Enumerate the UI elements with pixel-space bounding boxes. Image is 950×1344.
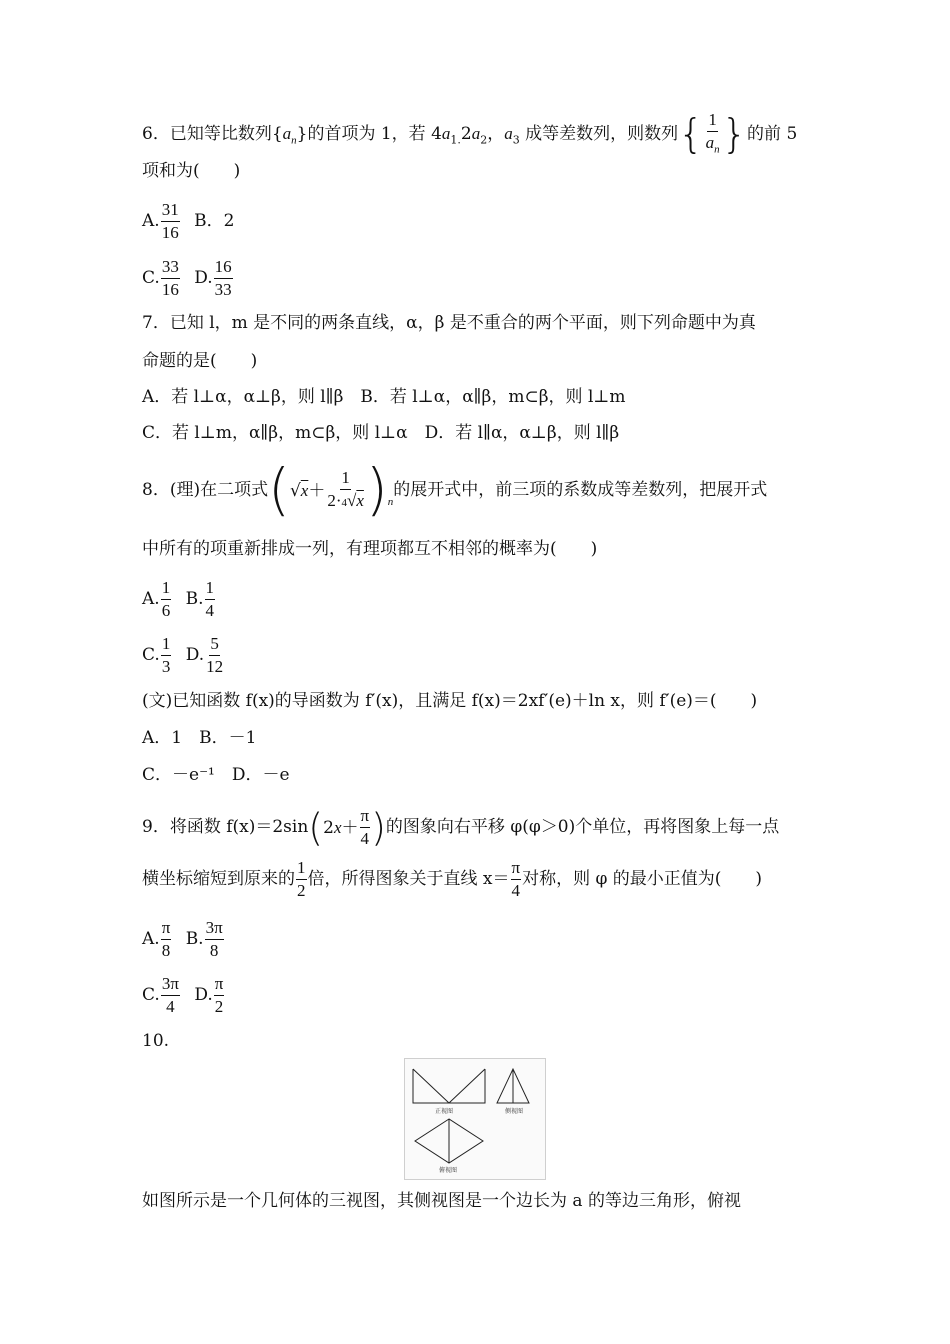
q9-line2: 横坐标缩短到原来的 $\frac{1}{2}$ 倍，所得图象关于直线 x＝ $\frac{\pi}{4}$ 对称，则 φ 的最小正值为( )	[142, 858, 763, 900]
q6-options-cd: C. $\frac{33}{16}$ D. $\frac{16}{33}$	[142, 257, 232, 299]
q8-options-cd: C. $\frac{1}{3}$ D. $\frac{5}{12}$	[142, 634, 224, 676]
three-view-drawing	[405, 1059, 545, 1179]
q6-line2: 项和为( )	[142, 161, 241, 181]
q8-wen-stem: (文)已知函数 f(x)的导函数为 f′(x)，且满足 f(x)＝2xf′(e)＋ln x，则 f′(e)＝( )	[142, 691, 758, 711]
side-view-label: 侧视图	[505, 1108, 524, 1115]
front-view-shape	[413, 1069, 485, 1103]
q8-wen-options-ab: A．1 B．－1	[142, 728, 257, 748]
q10-label: 10.	[142, 1031, 170, 1051]
top-view-shape	[415, 1119, 483, 1163]
q9-options-cd: C. $\frac{3\pi}{4}$ D. $\frac{\pi}{2}$	[142, 974, 224, 1016]
q7-line1: 7．已知 l，m 是不同的两条直线，α，β 是不重合的两个平面，则下列命题中为真	[142, 313, 756, 333]
q8-line2: 中所有的项重新排成一列，有理项都互不相邻的概率为( )	[142, 539, 598, 559]
side-view-shape	[497, 1069, 529, 1103]
q6-line1: 6．已知等比数列$\{a_n\}$的首项为 1，若 $4a_{1.}2a_2$，$a_3$ 成等差数列，则数列{ $\frac{1}{a_n}$ }的前 5	[142, 110, 798, 158]
q7-options-ab: A．若 l⊥α，α⊥β，则 l∥β B．若 l⊥α，α∥β，m⊂β，则 l⊥m	[142, 387, 626, 407]
front-view-label: 正视图	[435, 1108, 454, 1115]
q10-line1: 如图所示是一个几何体的三视图，其侧视图是一个边长为 a 的等边三角形，俯视	[142, 1191, 741, 1211]
q7-options-cd: C．若 l⊥m，α∥β，m⊂β，则 l⊥α D．若 l∥α，α⊥β，则 l∥β	[142, 423, 620, 443]
q6-options-ab: A. $\frac{31}{16}$ B．2	[142, 200, 235, 242]
q7-line2: 命题的是( )	[142, 351, 258, 371]
q8-line1: 8．(理)在二项式(√x＋ $\frac{1}{2\cdot 4√x}$ )$_n$的展开式中，前三项的系数成等差数列，把展开式	[142, 457, 768, 523]
q9-options-ab: A. $\frac{\pi}{8}$ B. $\frac{3\pi}{8}$	[142, 918, 223, 960]
top-view-label: 俯视图	[439, 1167, 458, 1174]
three-view-figure	[404, 1058, 546, 1180]
q8-wen-options-cd: C．－e⁻¹ D．－e	[142, 765, 290, 785]
q8-options-ab: A. $\frac{1}{6}$ B. $\frac{1}{4}$	[142, 578, 214, 620]
q9-line1: 9．将函数 f(x)＝2sin(2x＋ $\frac{\pi}{4}$ )的图象向右平移 φ(φ＞0)个单位，再将图象上每一点	[142, 805, 780, 850]
